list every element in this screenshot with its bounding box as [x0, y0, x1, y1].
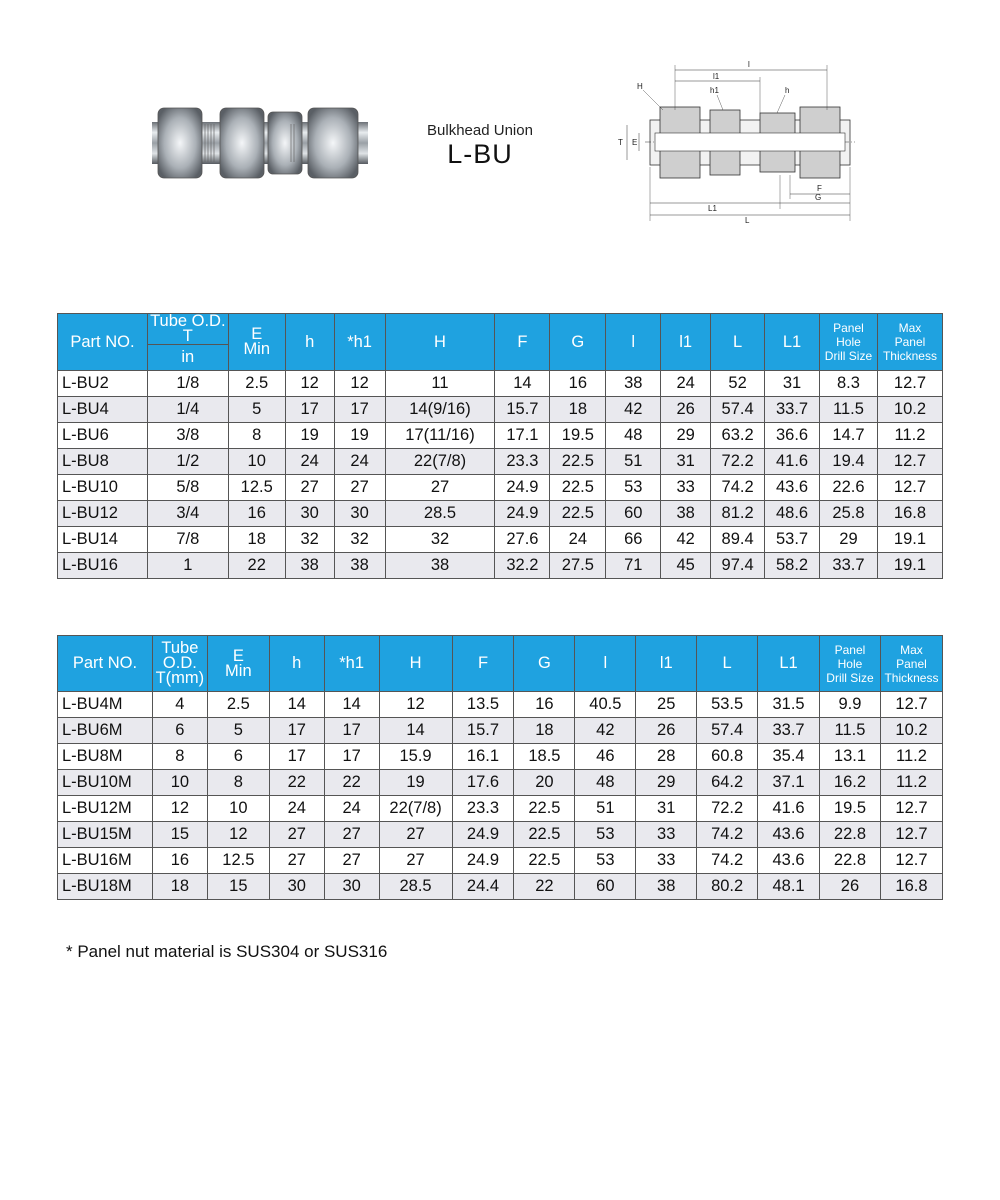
table-cell: 12.5: [207, 848, 269, 874]
table-cell: 52: [711, 371, 765, 397]
table-cell: 27: [324, 848, 379, 874]
table-cell: 12: [379, 692, 452, 718]
table-cell: 12: [334, 371, 385, 397]
table-cell: 7/8: [147, 527, 228, 553]
col-h: h: [269, 636, 324, 692]
table-cell: 74.2: [697, 822, 758, 848]
table-cell: 89.4: [711, 527, 765, 553]
table-cell: 24: [661, 371, 711, 397]
table-cell: 16.8: [877, 501, 942, 527]
table-cell: 48.6: [765, 501, 820, 527]
table-cell: 19.5: [550, 423, 606, 449]
table-cell: 51: [575, 796, 636, 822]
table-cell: 22.8: [820, 822, 881, 848]
table-cell: 12.7: [877, 371, 942, 397]
part-number-cell: L-BU2: [58, 371, 148, 397]
table-cell: 43.6: [765, 475, 820, 501]
table-cell: 22.5: [550, 449, 606, 475]
table-cell: 18.5: [514, 744, 575, 770]
table-cell: 27: [324, 822, 379, 848]
table-cell: 22.5: [514, 848, 575, 874]
table-cell: 72.2: [697, 796, 758, 822]
table-cell: 19: [379, 770, 452, 796]
table-cell: 16: [228, 501, 285, 527]
dim-label-h1: h1: [710, 86, 719, 95]
table-cell: 27.5: [550, 553, 606, 579]
table-cell: 15.9: [379, 744, 452, 770]
table-cell: 33: [636, 848, 697, 874]
table-cell: 11.5: [820, 397, 878, 423]
col-l1: l1: [636, 636, 697, 692]
table-row: [58, 692, 943, 718]
table-cell: 16: [152, 848, 207, 874]
table-cell: 6: [152, 718, 207, 744]
table-cell: 33: [661, 475, 711, 501]
product-photo: [150, 100, 370, 185]
col-l: l: [575, 636, 636, 692]
col-G: G: [514, 636, 575, 692]
table-cell: 11.2: [880, 770, 942, 796]
table-cell: 1/2: [147, 449, 228, 475]
table-cell: 27.6: [495, 527, 550, 553]
dim-label-h: h: [785, 86, 790, 95]
product-subtitle: Bulkhead Union: [427, 122, 533, 139]
col-L: L: [697, 636, 758, 692]
table-cell: 24.9: [495, 475, 550, 501]
table-cell: 28.5: [385, 501, 495, 527]
table-cell: 60.8: [697, 744, 758, 770]
table-cell: 45: [661, 553, 711, 579]
spec-table-mm: [57, 635, 943, 900]
table-cell: 24.9: [452, 822, 514, 848]
table-cell: 41.6: [758, 796, 820, 822]
table-cell: 10: [152, 770, 207, 796]
part-number-cell: L-BU4: [58, 397, 148, 423]
table-cell: 11.2: [877, 423, 942, 449]
table-cell: 53.5: [697, 692, 758, 718]
table-cell: 22: [514, 874, 575, 900]
table-cell: 32: [334, 527, 385, 553]
table-cell: 38: [385, 553, 495, 579]
table-cell: 17: [324, 744, 379, 770]
table-row: [58, 822, 943, 848]
table-cell: 22: [228, 553, 285, 579]
table-cell: 32.2: [495, 553, 550, 579]
table-cell: 8.3: [820, 371, 878, 397]
table-cell: 27: [334, 475, 385, 501]
table-cell: 6: [207, 744, 269, 770]
table-cell: 14: [324, 692, 379, 718]
table-cell: 24: [334, 449, 385, 475]
table-cell: 31: [661, 449, 711, 475]
table-cell: 27: [379, 848, 452, 874]
col-max-panel: Max Panel Thickness: [880, 636, 942, 692]
table-cell: 53.7: [765, 527, 820, 553]
part-number-cell: L-BU16M: [58, 848, 153, 874]
table-cell: 22.5: [550, 475, 606, 501]
table-cell: 16.2: [820, 770, 881, 796]
table-cell: 18: [514, 718, 575, 744]
col-h1: *h1: [324, 636, 379, 692]
table-cell: 3/8: [147, 423, 228, 449]
spec-table-inch: [57, 313, 943, 579]
table-cell: 16.8: [880, 874, 942, 900]
table-cell: 3/4: [147, 501, 228, 527]
part-number-cell: L-BU10M: [58, 770, 153, 796]
table-cell: 4: [152, 692, 207, 718]
table-cell: 27: [385, 475, 495, 501]
table-cell: 19.5: [820, 796, 881, 822]
table-cell: 18: [152, 874, 207, 900]
dim-label-E: E: [632, 138, 638, 147]
table-cell: 22.6: [820, 475, 878, 501]
table-cell: 38: [285, 553, 334, 579]
table-cell: 13.1: [820, 744, 881, 770]
table-cell: 14: [495, 371, 550, 397]
table-row: [58, 371, 943, 397]
table-cell: 53: [575, 822, 636, 848]
table-row: [58, 874, 943, 900]
col-panel-hole: Panel Hole Drill Size: [820, 314, 878, 371]
table-cell: 24: [269, 796, 324, 822]
table-cell: 26: [636, 718, 697, 744]
table-cell: 26: [820, 874, 881, 900]
table-cell: 27: [379, 822, 452, 848]
table-cell: 14: [269, 692, 324, 718]
table-cell: 30: [285, 501, 334, 527]
table-cell: 16: [514, 692, 575, 718]
table-row: [58, 449, 943, 475]
table-cell: 18: [550, 397, 606, 423]
part-number-cell: L-BU10: [58, 475, 148, 501]
table-cell: 25: [636, 692, 697, 718]
dim-label-l: l: [748, 60, 750, 69]
table-cell: 22(7/8): [385, 449, 495, 475]
part-number-cell: L-BU8: [58, 449, 148, 475]
col-tube-od: Tube O.D. T(mm): [152, 636, 207, 692]
table-cell: 81.2: [711, 501, 765, 527]
title-block: [400, 122, 560, 169]
table-cell: 46: [575, 744, 636, 770]
table-cell: 8: [207, 770, 269, 796]
table-cell: 17: [269, 744, 324, 770]
table-cell: 10.2: [877, 397, 942, 423]
table-cell: 16.1: [452, 744, 514, 770]
table-cell: 13.5: [452, 692, 514, 718]
table-cell: 80.2: [697, 874, 758, 900]
table-cell: 22.5: [514, 822, 575, 848]
table-cell: 36.6: [765, 423, 820, 449]
table-cell: 1: [147, 553, 228, 579]
table-cell: 24.9: [452, 848, 514, 874]
table-cell: 24: [550, 527, 606, 553]
table-cell: 26: [661, 397, 711, 423]
table-cell: 1/4: [147, 397, 228, 423]
table-cell: 10: [207, 796, 269, 822]
table-cell: 23.3: [495, 449, 550, 475]
table-cell: 22.5: [550, 501, 606, 527]
table-row: [58, 744, 943, 770]
col-L1: L1: [758, 636, 820, 692]
table-cell: 2.5: [207, 692, 269, 718]
part-number-cell: L-BU4M: [58, 692, 153, 718]
col-part-no: Part NO.: [58, 636, 153, 692]
table-cell: 38: [334, 553, 385, 579]
table-cell: 29: [661, 423, 711, 449]
part-number-cell: L-BU15M: [58, 822, 153, 848]
table-cell: 32: [285, 527, 334, 553]
dim-label-L: L: [745, 216, 750, 225]
col-G: G: [550, 314, 606, 371]
product-title: L-BU: [447, 139, 513, 169]
table-cell: 28.5: [379, 874, 452, 900]
table-cell: 17(11/16): [385, 423, 495, 449]
table-cell: 66: [606, 527, 661, 553]
table-cell: 38: [661, 501, 711, 527]
table-cell: 17: [285, 397, 334, 423]
table-cell: 48: [606, 423, 661, 449]
part-number-cell: L-BU6M: [58, 718, 153, 744]
table-cell: 38: [636, 874, 697, 900]
table-cell: 16: [550, 371, 606, 397]
table-cell: 27: [269, 848, 324, 874]
table-cell: 22: [324, 770, 379, 796]
table-cell: 29: [636, 770, 697, 796]
dim-label-G: G: [815, 193, 822, 202]
table-cell: 15: [152, 822, 207, 848]
col-e-min: E Min: [228, 314, 285, 371]
table-cell: 35.4: [758, 744, 820, 770]
part-number-cell: L-BU14: [58, 527, 148, 553]
table-cell: 72.2: [711, 449, 765, 475]
table-cell: 25.8: [820, 501, 878, 527]
table-cell: 33.7: [758, 718, 820, 744]
spec-table-inch-body: [58, 371, 943, 579]
table-cell: 8: [152, 744, 207, 770]
col-max-panel: Max Panel Thickness: [877, 314, 942, 371]
table-row: [58, 397, 943, 423]
table-cell: 60: [606, 501, 661, 527]
table-cell: 30: [334, 501, 385, 527]
table-cell: 12: [285, 371, 334, 397]
table-cell: 12.7: [880, 848, 942, 874]
dim-label-L1: L1: [708, 204, 717, 213]
table-cell: 15.7: [452, 718, 514, 744]
table-cell: 18: [228, 527, 285, 553]
col-l: l: [606, 314, 661, 371]
table-row: [58, 553, 943, 579]
col-e-min: E Min: [207, 636, 269, 692]
dim-label-l1: l1: [713, 72, 720, 81]
table-cell: 8: [228, 423, 285, 449]
table-cell: 10: [228, 449, 285, 475]
table-cell: 22(7/8): [379, 796, 452, 822]
table-cell: 5: [228, 397, 285, 423]
table-cell: 60: [575, 874, 636, 900]
table-cell: 24: [324, 796, 379, 822]
table-cell: 58.2: [765, 553, 820, 579]
col-tube-od: Tube O.D. T: [147, 314, 228, 345]
table-cell: 5/8: [147, 475, 228, 501]
table-cell: 15.7: [495, 397, 550, 423]
table-cell: 12: [152, 796, 207, 822]
table-cell: 32: [385, 527, 495, 553]
table-cell: 57.4: [697, 718, 758, 744]
col-F: F: [452, 636, 514, 692]
table-cell: 42: [606, 397, 661, 423]
table-cell: 12.7: [877, 475, 942, 501]
dim-label-H: H: [637, 82, 643, 91]
dim-label-T: T: [618, 138, 623, 147]
table-cell: 11.5: [820, 718, 881, 744]
table-cell: 30: [269, 874, 324, 900]
table-cell: 17: [324, 718, 379, 744]
table-cell: 17.6: [452, 770, 514, 796]
dim-label-F: F: [817, 184, 822, 193]
table-cell: 48.1: [758, 874, 820, 900]
table-cell: 19.4: [820, 449, 878, 475]
table-cell: 11.2: [880, 744, 942, 770]
table-cell: 30: [324, 874, 379, 900]
part-number-cell: L-BU16: [58, 553, 148, 579]
table-cell: 22.5: [514, 796, 575, 822]
table-cell: 51: [606, 449, 661, 475]
table-row: [58, 796, 943, 822]
table-cell: 41.6: [765, 449, 820, 475]
table-cell: 14(9/16): [385, 397, 495, 423]
table-cell: 27: [285, 475, 334, 501]
table-cell: 74.2: [697, 848, 758, 874]
table-cell: 27: [269, 822, 324, 848]
col-part-no: Part NO.: [58, 314, 148, 371]
table-cell: 42: [575, 718, 636, 744]
col-F: F: [495, 314, 550, 371]
table-cell: 33.7: [820, 553, 878, 579]
table-cell: 12: [207, 822, 269, 848]
table-row: [58, 475, 943, 501]
part-number-cell: L-BU6: [58, 423, 148, 449]
col-l1: l1: [661, 314, 711, 371]
col-tube-unit: in: [147, 345, 228, 371]
table-cell: 37.1: [758, 770, 820, 796]
table-cell: 10.2: [880, 718, 942, 744]
table-cell: 43.6: [758, 822, 820, 848]
table-cell: 20: [514, 770, 575, 796]
spec-table-mm-body: [58, 692, 943, 900]
table-cell: 31.5: [758, 692, 820, 718]
table-cell: 14.7: [820, 423, 878, 449]
table-cell: 28: [636, 744, 697, 770]
table-cell: 22: [269, 770, 324, 796]
table-cell: 24.9: [495, 501, 550, 527]
table-cell: 74.2: [711, 475, 765, 501]
table-cell: 11: [385, 371, 495, 397]
table-cell: 42: [661, 527, 711, 553]
table-cell: 38: [606, 371, 661, 397]
part-number-cell: L-BU18M: [58, 874, 153, 900]
table-cell: 64.2: [697, 770, 758, 796]
col-h: h: [285, 314, 334, 371]
table-cell: 97.4: [711, 553, 765, 579]
table-cell: 9.9: [820, 692, 881, 718]
table-cell: 17: [269, 718, 324, 744]
table-row: [58, 718, 943, 744]
table-row: [58, 848, 943, 874]
table-cell: 33: [636, 822, 697, 848]
table-cell: 71: [606, 553, 661, 579]
col-L: L: [711, 314, 765, 371]
table-cell: 1/8: [147, 371, 228, 397]
table-cell: 31: [636, 796, 697, 822]
table-cell: 63.2: [711, 423, 765, 449]
table-cell: 23.3: [452, 796, 514, 822]
part-number-cell: L-BU12M: [58, 796, 153, 822]
table-cell: 53: [606, 475, 661, 501]
table-cell: 12.5: [228, 475, 285, 501]
table-cell: 40.5: [575, 692, 636, 718]
table-cell: 2.5: [228, 371, 285, 397]
table-cell: 24.4: [452, 874, 514, 900]
table-cell: 15: [207, 874, 269, 900]
table-cell: 12.7: [880, 692, 942, 718]
part-number-cell: L-BU12: [58, 501, 148, 527]
col-h1: *h1: [334, 314, 385, 371]
table-cell: 17.1: [495, 423, 550, 449]
table-cell: 19.1: [877, 553, 942, 579]
footnote: * Panel nut material is SUS304 or SUS316: [66, 942, 388, 961]
table-cell: 14: [379, 718, 452, 744]
table-cell: 57.4: [711, 397, 765, 423]
table-cell: 12.7: [880, 796, 942, 822]
col-panel-hole: Panel Hole Drill Size: [820, 636, 881, 692]
table-cell: 12.7: [880, 822, 942, 848]
table-cell: 48: [575, 770, 636, 796]
table-cell: 12.7: [877, 449, 942, 475]
table-cell: 33.7: [765, 397, 820, 423]
table-cell: 5: [207, 718, 269, 744]
table-row: [58, 501, 943, 527]
col-H: H: [385, 314, 495, 371]
table-cell: 19.1: [877, 527, 942, 553]
col-H: H: [379, 636, 452, 692]
table-cell: 43.6: [758, 848, 820, 874]
dimension-drawing: [605, 55, 885, 235]
table-row: [58, 527, 943, 553]
table-cell: 19: [334, 423, 385, 449]
table-cell: 24: [285, 449, 334, 475]
table-cell: 31: [765, 371, 820, 397]
table-cell: 17: [334, 397, 385, 423]
table-cell: 29: [820, 527, 878, 553]
part-number-cell: L-BU8M: [58, 744, 153, 770]
table-cell: 19: [285, 423, 334, 449]
table-row: [58, 770, 943, 796]
table-row: [58, 423, 943, 449]
col-L1: L1: [765, 314, 820, 371]
table-cell: 22.8: [820, 848, 881, 874]
table-cell: 53: [575, 848, 636, 874]
